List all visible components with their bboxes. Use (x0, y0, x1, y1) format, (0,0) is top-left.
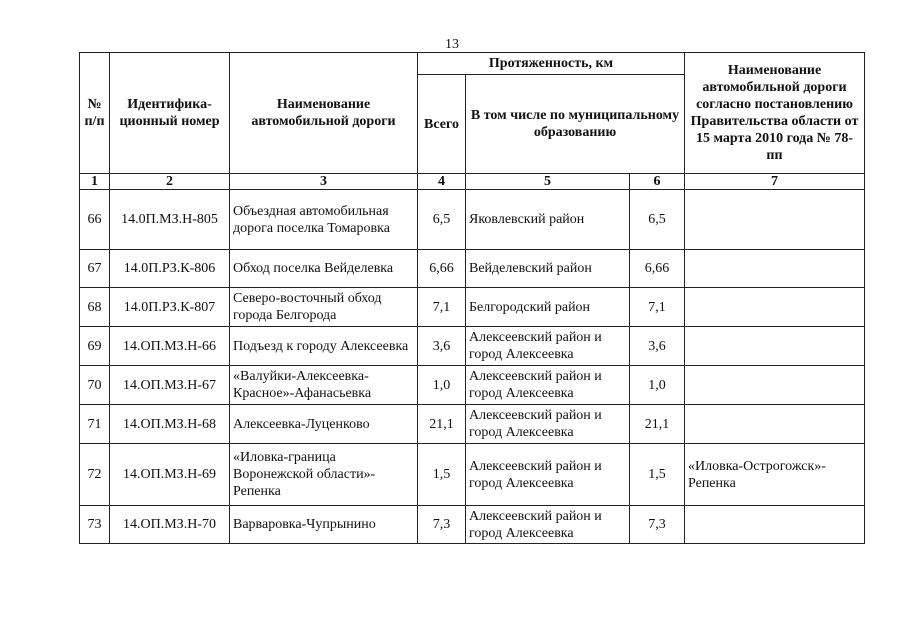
row-decree-name (685, 190, 865, 250)
row-num: 68 (80, 288, 110, 327)
row-num: 67 (80, 250, 110, 288)
row-mun-length: 7,3 (630, 506, 685, 544)
row-total: 7,1 (418, 288, 466, 327)
row-mun-length: 7,1 (630, 288, 685, 327)
column-numbers-row (80, 174, 865, 190)
row-total: 7,3 (418, 506, 466, 544)
header-name: Наименование автомобильной дороги (230, 53, 418, 174)
row-total: 21,1 (418, 405, 466, 444)
table-row (80, 190, 865, 250)
roads-table (79, 52, 865, 544)
row-name: Подъезд к городу Алексеевка (230, 327, 418, 366)
row-total: 1,5 (418, 444, 466, 506)
row-num: 70 (80, 366, 110, 405)
row-total: 1,0 (418, 366, 466, 405)
row-id: 14.ОП.МЗ.Н-69 (110, 444, 230, 506)
row-name: Объездная автомобильная дорога поселка Томаровка (230, 190, 418, 250)
row-id: 14.ОП.МЗ.Н-70 (110, 506, 230, 544)
row-municipality: Алексеевский район и город Алексеевка (466, 327, 630, 366)
row-decree-name (685, 288, 865, 327)
column-number: 1 (80, 174, 110, 190)
row-num: 69 (80, 327, 110, 366)
row-decree-name (685, 250, 865, 288)
row-num: 72 (80, 444, 110, 506)
table-row (80, 405, 865, 444)
table-row (80, 506, 865, 544)
page-number: 13 (445, 37, 459, 52)
row-municipality: Алексеевский район и город Алексеевка (466, 506, 630, 544)
row-total: 6,5 (418, 190, 466, 250)
row-total: 3,6 (418, 327, 466, 366)
row-id: 14.ОП.МЗ.Н-66 (110, 327, 230, 366)
row-mun-length: 3,6 (630, 327, 685, 366)
row-decree-name (685, 405, 865, 444)
row-mun-length: 1,5 (630, 444, 685, 506)
row-mun-length: 6,5 (630, 190, 685, 250)
table-row (80, 444, 865, 506)
row-name: Алексеевка-Луценково (230, 405, 418, 444)
table-row (80, 366, 865, 405)
header-incl: В том числе по муниципальному образованию (466, 75, 685, 174)
row-name: Обход поселка Вейделевка (230, 250, 418, 288)
column-number: 2 (110, 174, 230, 190)
row-mun-length: 21,1 (630, 405, 685, 444)
row-mun-length: 6,66 (630, 250, 685, 288)
row-municipality: Белгородский район (466, 288, 630, 327)
header-name-decree: Наименование автомобильной дороги согласно постановлению Правительства области от 15 марта 2010 года № 78-пп (685, 53, 865, 174)
row-id: 14.0П.МЗ.Н-805 (110, 190, 230, 250)
row-decree-name (685, 366, 865, 405)
row-name: «Валуйки-Алексеевка-Красное»-Афанасьевка (230, 366, 418, 405)
table-row (80, 288, 865, 327)
header-num: № п/п (80, 53, 110, 174)
row-decree-name: «Иловка-Острогожск»-Репенка (685, 444, 865, 506)
row-decree-name (685, 327, 865, 366)
column-number: 3 (230, 174, 418, 190)
column-number: 4 (418, 174, 466, 190)
row-municipality: Алексеевский район и город Алексеевка (466, 366, 630, 405)
column-number: 6 (630, 174, 685, 190)
row-municipality: Алексеевский район и город Алексеевка (466, 405, 630, 444)
table-row (80, 327, 865, 366)
row-mun-length: 1,0 (630, 366, 685, 405)
row-name: Северо-восточный обход города Белгорода (230, 288, 418, 327)
row-id: 14.ОП.МЗ.Н-68 (110, 405, 230, 444)
row-id: 14.0П.РЗ.К-807 (110, 288, 230, 327)
header-total: Всего (418, 75, 466, 174)
column-number: 7 (685, 174, 865, 190)
row-id: 14.0П.РЗ.К-806 (110, 250, 230, 288)
header-length: Протяженность, км (418, 53, 685, 75)
header-ident: Идентифика-ционный номер (110, 53, 230, 174)
row-num: 71 (80, 405, 110, 444)
row-municipality: Яковлевский район (466, 190, 630, 250)
row-decree-name (685, 506, 865, 544)
column-number: 5 (466, 174, 630, 190)
row-municipality: Вейделевский район (466, 250, 630, 288)
row-municipality: Алексеевский район и город Алексеевка (466, 444, 630, 506)
row-num: 66 (80, 190, 110, 250)
table-row (80, 250, 865, 288)
row-name: Варваровка-Чупрынино (230, 506, 418, 544)
row-id: 14.ОП.МЗ.Н-67 (110, 366, 230, 405)
row-name: «Иловка-граница Воронежской области»-Репенка (230, 444, 418, 506)
row-total: 6,66 (418, 250, 466, 288)
row-num: 73 (80, 506, 110, 544)
